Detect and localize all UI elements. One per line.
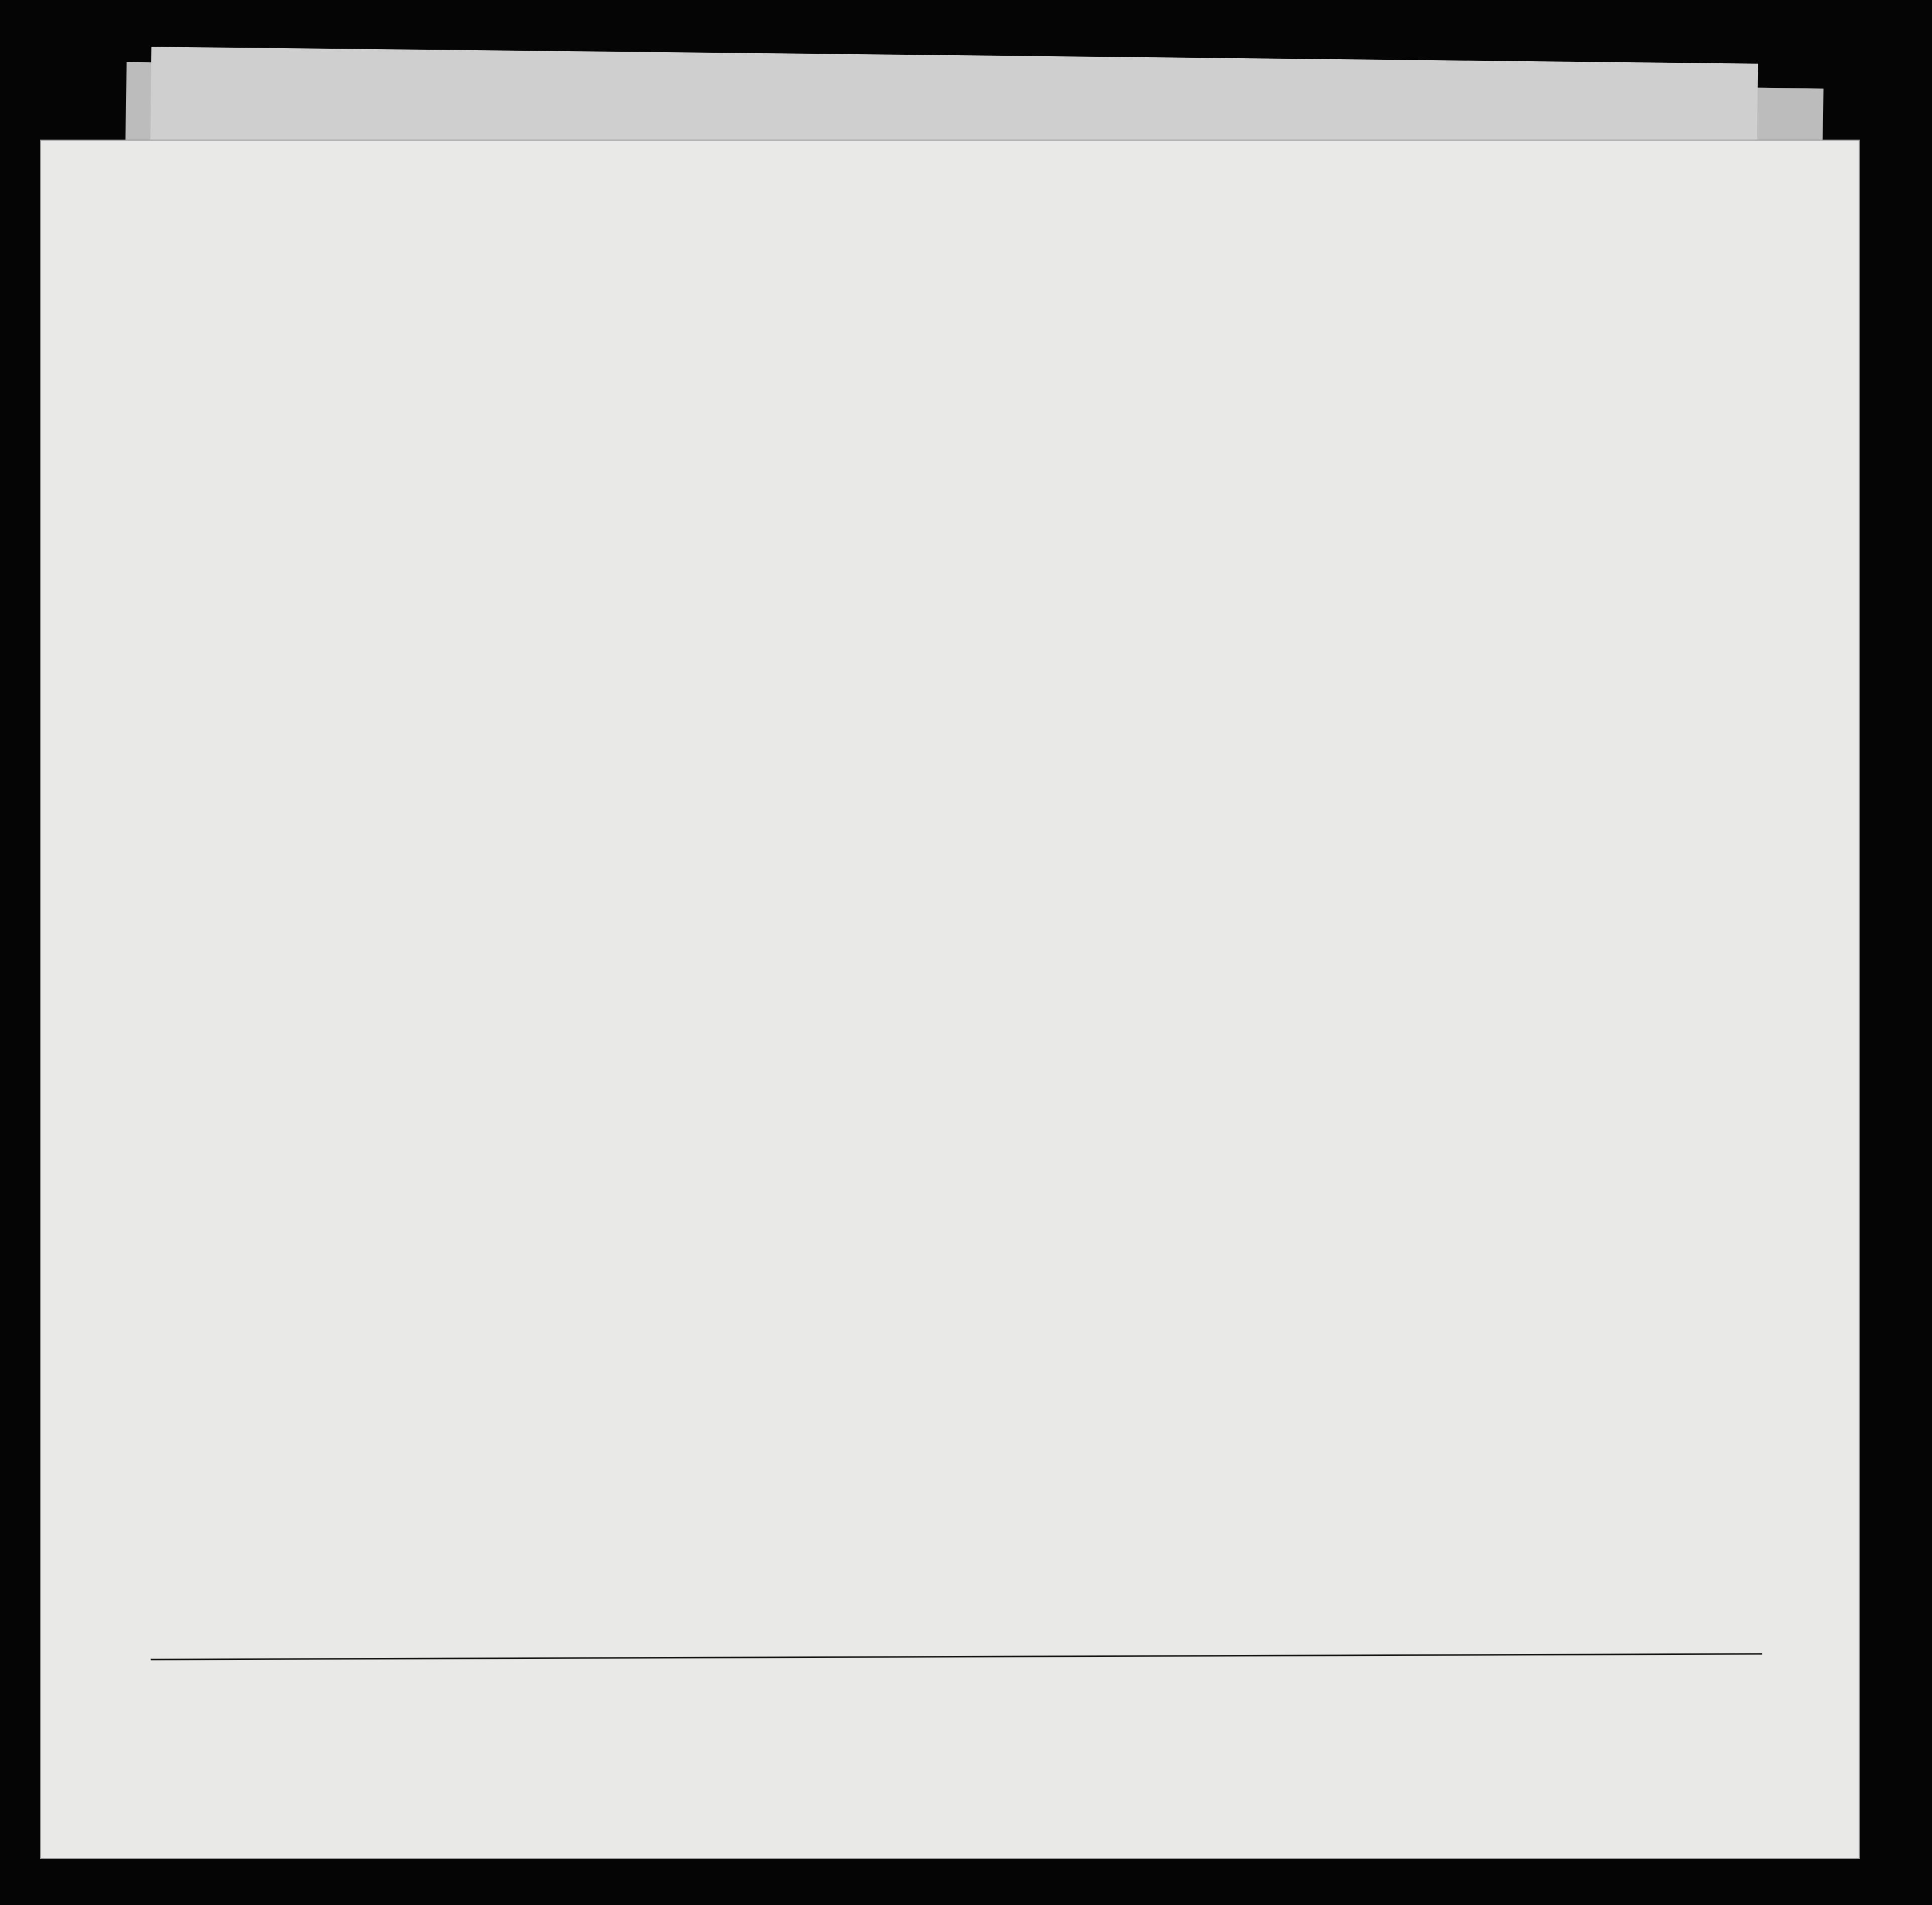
manifest-table bbox=[115, 371, 1772, 1746]
vessel-line bbox=[271, 336, 1777, 367]
